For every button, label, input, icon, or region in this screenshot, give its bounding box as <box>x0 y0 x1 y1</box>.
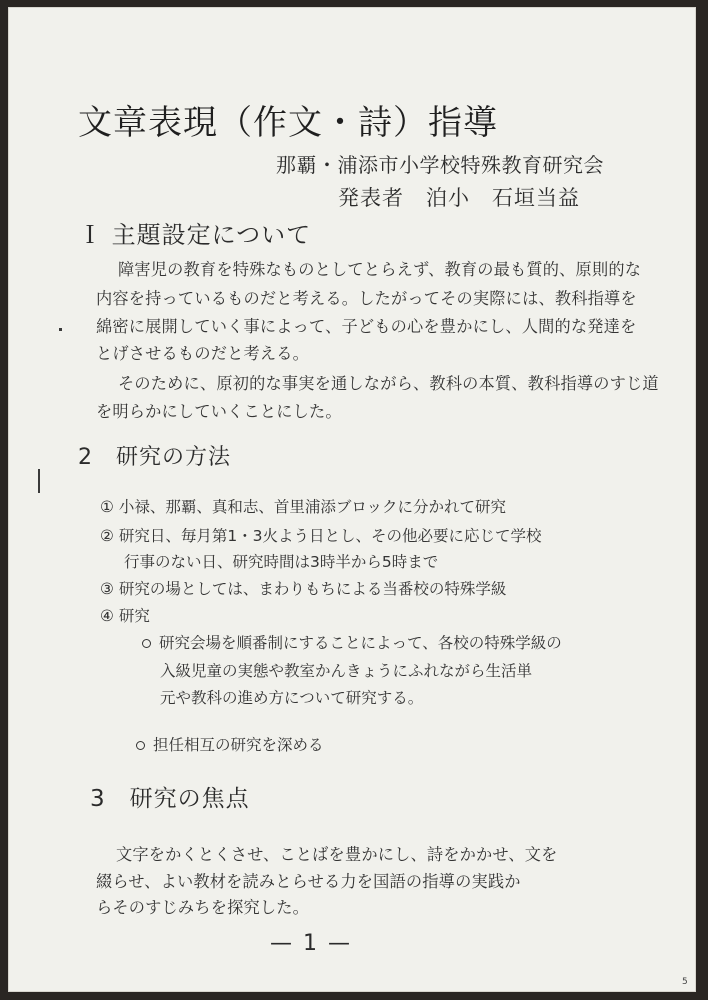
method-item: ① 小禄、那覇、真和志、首里浦添ブロックに分かれて研究 <box>100 498 507 516</box>
bullet-point: 研究会場を順番制にすることによって、各校の特殊学級の <box>142 631 562 653</box>
bullet-line: 入級児童の実態や教室かんきょうにふれながら生活単 <box>160 662 533 680</box>
page-number: — 1 — <box>270 931 352 956</box>
presenter: 発表者 泊小 石垣当益 <box>338 186 580 210</box>
section1-line: を明らかにしていくことにした。 <box>96 402 342 421</box>
section1-heading: Ｉ 主題設定について <box>78 221 312 249</box>
section3-line: 文字をかくとくさせ、ことばを豊かにし、詩をかかせ、文を <box>116 845 558 864</box>
method-item: ③ 研究の場としては、まわりもちによる当番校の特殊学級 <box>100 580 507 598</box>
bullet-point: 担任相互の研究を深める <box>136 733 324 755</box>
section3-line: 綴らせ、よい教材を読みとらせる力を国語の指導の実践か <box>96 872 521 891</box>
section1-line: とげさせるものだと考える。 <box>96 344 310 363</box>
section1-line: 内容を持っているものだと考える。したがってその実際には、教科指導を <box>96 289 637 308</box>
margin-mark <box>59 328 62 331</box>
section1-line: 障害児の教育を特殊なものとしてとらえず、教育の最も質的、原則的な <box>118 260 642 279</box>
section2-heading: 2 研究の方法 <box>78 445 231 470</box>
bullet-icon <box>142 639 151 648</box>
organization: 那覇・浦添市小学校特殊教育研究会 <box>276 153 604 177</box>
section1-line: 綿密に展開していく事によって、子どもの心を豊かにし、人間的な発達を <box>96 317 637 336</box>
method-item-continued: 行事のない日、研究時間は3時半から5時まで <box>124 553 439 571</box>
document-title: 文章表現（作文・詩）指導 <box>78 103 498 143</box>
method-item: ② 研究日、毎月第1・3火よう日とし、その他必要に応じて学校 <box>100 527 542 545</box>
margin-mark <box>38 469 40 493</box>
section3-line: らそのすじみちを探究した。 <box>96 898 310 917</box>
method-item: ④ 研究 <box>100 607 150 625</box>
document-page <box>8 7 696 992</box>
corner-number: 5 <box>682 977 688 987</box>
section1-line: そのために、原初的な事実を通しながら、教科の本質、教科指導のすじ道 <box>118 374 659 393</box>
bullet-line: 元や教科の進め方について研究する。 <box>160 689 424 707</box>
bullet-icon <box>136 741 145 750</box>
section3-heading: 3 研究の焦点 <box>90 786 250 812</box>
